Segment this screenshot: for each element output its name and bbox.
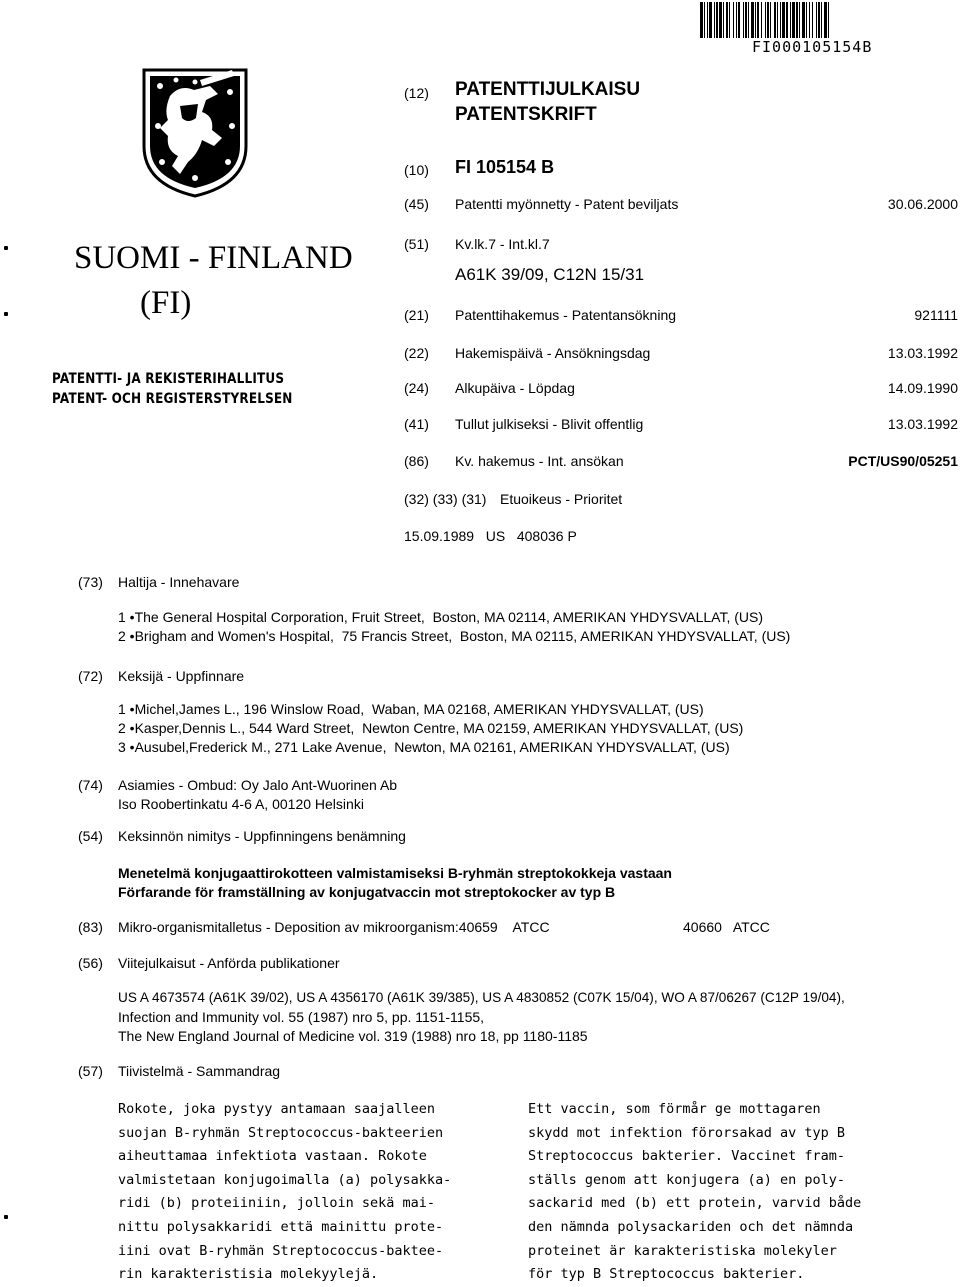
- field-label: Kv.lk.7 - Int.kl.7: [455, 236, 550, 252]
- coat-of-arms-emblem: [140, 66, 250, 198]
- holders-label: Haltija - Innehavare: [118, 574, 240, 590]
- field-code: (21): [404, 307, 429, 323]
- holders-code: (73): [78, 574, 103, 590]
- abstract-sv-line: skydd mot infektion förorsakad av typ B: [528, 1124, 845, 1141]
- barcode-bar: [829, 2, 831, 38]
- priority-line: 15.09.1989 US 408036 P: [404, 528, 577, 544]
- inventors-label: Keksijä - Uppfinnare: [118, 668, 245, 684]
- field-code: (41): [404, 416, 429, 432]
- country-code: (FI): [140, 285, 192, 321]
- scan-mark: [4, 312, 8, 316]
- field-label: Alkupäiva - Löpdag: [455, 380, 575, 396]
- abstract-fi-line: iini ovat B-ryhmän Streptococcus-baktee-: [118, 1242, 444, 1259]
- abstract-fi-line: rin karakteristisia molekyylejä.: [118, 1266, 379, 1283]
- holder-line: 1 •The General Hospital Corporation, Fruit Street, Boston, MA 02114, AMERIKAN YHDYSVALLAT, (US): [118, 609, 764, 625]
- invention-label: Keksinnön nimitys - Uppfinningens benämning: [118, 828, 406, 844]
- reference-line: The New England Journal of Medicine vol. 319 (1988) nro 18, pp 1180-1185: [118, 1028, 588, 1044]
- references-label: Viitejulkaisut - Anförda publikationer: [118, 955, 340, 971]
- field-label: Tullut julkiseksi - Blivit offentlig: [455, 416, 644, 432]
- classification: A61K 39/09, C12N 15/31: [455, 265, 645, 284]
- scan-mark: [4, 1215, 8, 1219]
- agent-label: Asiamies - Ombud: Oy Jalo Ant-Wuorinen Ab: [118, 777, 398, 793]
- field-value: 13.03.1992: [887, 416, 958, 432]
- deposit-label: Mikro-organismitalletus - Deposition av mikroorganism:40659 ATCC: [118, 919, 550, 935]
- field-code: (32) (33) (31): [404, 491, 487, 507]
- field-value: 921111: [914, 307, 958, 323]
- agent-address: Iso Roobertinkatu 4-6 A, 00120 Helsinki: [118, 796, 364, 812]
- abstract-sv-line: proteinet är karakteristiska molekyler: [528, 1242, 837, 1259]
- office-name-sv: PATENT- OCH REGISTERSTYRELSEN: [52, 391, 293, 407]
- title-sv: PATENTSKRIFT: [455, 104, 597, 125]
- abstract-fi-line: suojan B-ryhmän Streptococcus-bakteerien: [118, 1124, 444, 1141]
- field-label: Patenttihakemus - Patentansökning: [455, 307, 677, 323]
- title-fi: PATENTTIJULKAISU: [455, 79, 641, 100]
- reference-line: US A 4673574 (A61K 39/02), US A 4356170 (A61K 39/385), US A 4830852 (C07K 15/04), WO A 87/06267 (C12P 19/04),: [118, 990, 845, 1005]
- code-10: (10): [404, 162, 429, 178]
- field-label: Patentti myönnetty - Patent beviljats: [455, 196, 679, 212]
- references-code: (56): [78, 955, 103, 971]
- abstract-code: (57): [78, 1063, 103, 1079]
- field-label: Etuoikeus - Prioritet: [500, 491, 623, 507]
- document-number: FI000105154B: [752, 38, 873, 56]
- deposit-second: 40660 ATCC: [683, 919, 770, 935]
- abstract-label: Tiivistelmä - Sammandrag: [118, 1063, 281, 1079]
- field-value: 13.03.1992: [887, 345, 958, 361]
- country-name: SUOMI - FINLAND: [74, 240, 353, 276]
- inventor-line: 2 •Kasper,Dennis L., 544 Ward Street, Newton Centre, MA 02159, AMERIKAN YHDYSVALLAT, (US): [118, 720, 744, 736]
- field-value: PCT/US90/05251: [848, 453, 958, 469]
- inventor-line: 1 •Michel,James L., 196 Winslow Road, Waban, MA 02168, AMERIKAN YHDYSVALLAT, (US): [118, 701, 704, 717]
- code-12: (12): [404, 85, 429, 101]
- abstract-fi-line: ridi (b) proteiiniin, jolloin sekä mai-: [118, 1195, 435, 1212]
- abstract-sv-line: Streptococcus bakterier. Vaccinet fram-: [528, 1148, 845, 1165]
- abstract-sv-line: för typ B Streptococcus bakterier.: [528, 1266, 805, 1283]
- field-code: (22): [404, 345, 429, 361]
- field-value: 30.06.2000: [887, 196, 958, 212]
- field-code: (86): [404, 453, 429, 469]
- office-name-fi: PATENTTI- JA REKISTERIHALLITUS: [52, 371, 285, 387]
- abstract-sv-line: ställs genom att konjugera (a) en poly-: [528, 1171, 845, 1188]
- field-value: 14.09.1990: [887, 380, 958, 396]
- abstract-fi-line: aiheuttamaa infektiota vastaan. Rokote: [118, 1148, 427, 1165]
- publication-number: FI 105154 B: [455, 157, 555, 177]
- field-code: (51): [404, 236, 429, 252]
- abstract-sv-line: den nämnda polysackariden och det nämnda: [528, 1218, 854, 1235]
- abstract-fi-line: nittu polysakkaridi että mainittu prote-: [118, 1218, 444, 1235]
- field-code: (24): [404, 380, 429, 396]
- agent-code: (74): [78, 777, 103, 793]
- abstract-sv: [528, 1098, 861, 1287]
- field-code: (45): [404, 196, 429, 212]
- abstract-sv-line: sackarid med (b) ett protein, varvid både: [528, 1195, 862, 1212]
- scan-mark: [4, 246, 8, 250]
- invention-title-sv: Förfarande för framställning av konjugatvaccin mot streptokocker av typ B: [118, 884, 616, 900]
- holder-line: 2 •Brigham and Women's Hospital, 75 Francis Street, Boston, MA 02115, AMERIKAN YHDYSVALLAT, (US): [118, 628, 791, 644]
- barcode: [700, 2, 958, 38]
- inventor-line: 3 •Ausubel,Frederick M., 271 Lake Avenue, Newton, MA 02161, AMERIKAN YHDYSVALLAT, (US): [118, 739, 730, 755]
- reference-line: Infection and Immunity vol. 55 (1987) nro 5, pp. 1151-1155,: [118, 1009, 485, 1025]
- field-label: Hakemispäivä - Ansökningsdag: [455, 345, 651, 361]
- field-label: Kv. hakemus - Int. ansökan: [455, 453, 624, 469]
- deposit-code: (83): [78, 919, 103, 935]
- inventors-code: (72): [78, 668, 103, 684]
- invention-title-fi: Menetelmä konjugaattirokotteen valmistamiseksi B-ryhmän streptokokkeja vastaan: [118, 865, 672, 881]
- abstract-sv-line: Ett vaccin, som förmår ge mottagaren: [528, 1101, 821, 1117]
- invention-code: (54): [78, 828, 103, 844]
- abstract-fi-line: valmistetaan konjugoimalla (a) polysakka-: [118, 1171, 452, 1188]
- abstract-fi-line: Rokote, joka pystyy antamaan saajalleen: [118, 1101, 435, 1117]
- abstract-fi: [118, 1098, 451, 1287]
